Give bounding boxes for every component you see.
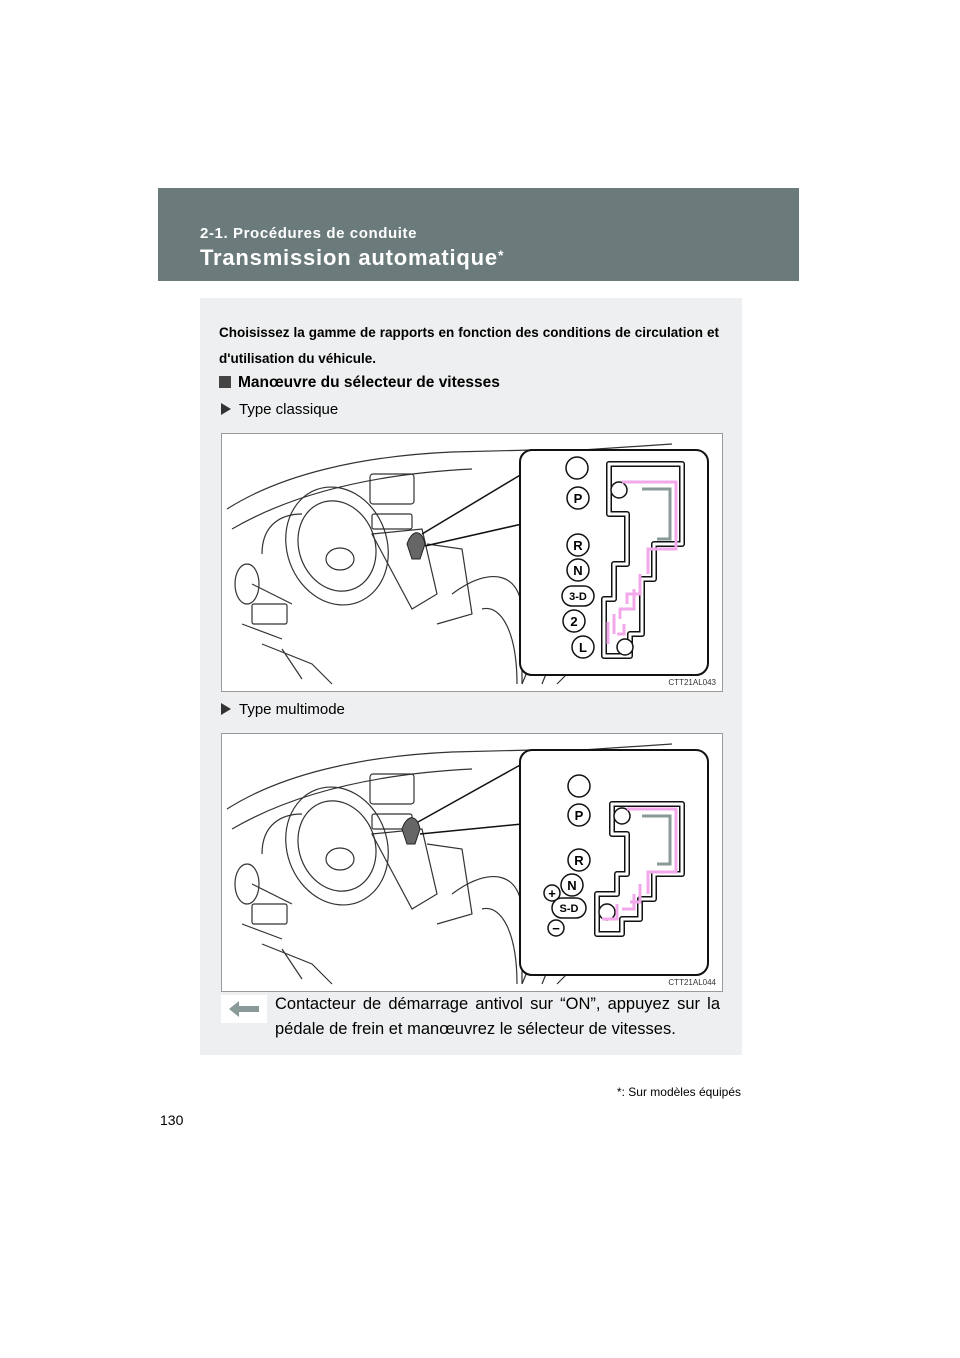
subheading-text: Manœuvre du sélecteur de vitesses (238, 374, 500, 391)
page-number: 130 (160, 1112, 184, 1128)
triangle-bullet-icon (221, 403, 231, 415)
gate-label-r: R (574, 853, 584, 868)
gate-label-minus: − (552, 921, 560, 936)
figure-classic (221, 433, 723, 692)
gate-label-plus: + (548, 886, 556, 901)
page-title (200, 245, 504, 271)
gate-label-sd: S-D (559, 903, 579, 915)
figure-multimode (221, 733, 723, 992)
classic-illustration (222, 434, 724, 693)
figure-code: CTT21AL043 (668, 678, 716, 687)
knob-position-l (617, 639, 633, 655)
section-label: 2-1. Procédures de conduite (200, 225, 418, 242)
shift-knob-icon (407, 533, 425, 559)
shift-knob-icon (402, 818, 420, 844)
gate-label-2: 2 (570, 614, 578, 629)
gate-label-n: N (573, 563, 583, 578)
type-label-multimode (221, 701, 345, 718)
callout-line-lower (425, 524, 522, 546)
page-title-text: Transmission automatique (200, 245, 498, 270)
footnote-asterisk: * (616, 1085, 622, 1099)
lock-release-button (566, 457, 588, 479)
title-asterisk: * (497, 247, 505, 263)
multimode-illustration (222, 734, 724, 993)
callout-line-upper (418, 764, 522, 822)
note-text: Contacteur de démarrage antivol sur “ON”, appuyez sur la pédale de frein et manœuvrez le sélecteur de vitesses. (275, 995, 720, 1038)
gate-label-3d: 3-D (569, 591, 587, 603)
knob-position-p (611, 482, 627, 498)
callout-line-upper (422, 474, 522, 534)
intro-text: Choisissez la gamme de rapports en fonction des conditions de circulation et d'utilisation du véhicule. (219, 325, 719, 366)
callout-line-lower (420, 824, 522, 834)
footnote-text: : Sur modèles équipés (621, 1085, 741, 1099)
footnote (617, 1085, 741, 1099)
note-arrow-icon-box (221, 995, 267, 1023)
gate-label-p: P (573, 491, 583, 506)
gate-label-n: N (567, 878, 577, 893)
gray-arrow-icon (221, 995, 267, 1023)
subheading (219, 374, 500, 392)
type-label-text: Type multimode (239, 701, 345, 718)
square-bullet-icon (219, 376, 231, 388)
type-label-text: Type classique (239, 401, 339, 418)
gate-label-r: R (573, 538, 583, 553)
lock-release-button (568, 775, 590, 797)
gate-label-l: L (579, 640, 587, 655)
type-label-classic (221, 401, 338, 418)
triangle-bullet-icon (221, 703, 231, 715)
figure-code: CTT21AL044 (668, 978, 716, 987)
gate-label-p: P (574, 808, 584, 823)
